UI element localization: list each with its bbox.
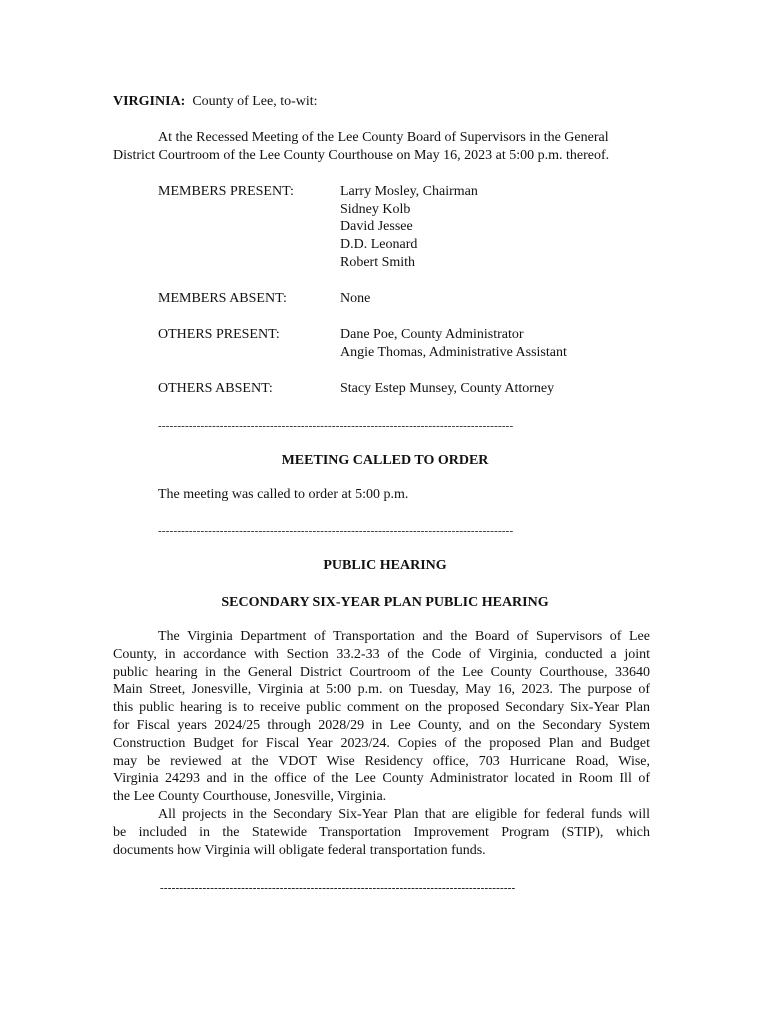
paragraph-line: Virginia 24293 and in the office of the Lee County Administrator located in Room Ill of — [113, 771, 650, 787]
member-present-name: D.D. Leonard — [340, 237, 418, 252]
paragraph-line: The Virginia Department of Transportation and the Board of Supervisors of Lee — [158, 629, 650, 644]
paragraph-line: documents how Virginia will obligate federal transportation funds. — [113, 842, 486, 858]
member-present-name: David Jessee — [340, 219, 413, 234]
bold-section-divider: -------------------------------------------------------------------------------------------- — [160, 882, 516, 894]
paragraph-line: the Lee County Courthouse, Jonesville, Virginia. — [113, 789, 387, 805]
member-present-name: Sidney Kolb — [340, 202, 411, 217]
other-present-name: Angie Thomas, Administrative Assistant — [340, 345, 567, 360]
intro-line-2: District Courtroom of the Lee County Courthouse on May 16, 2023 at 5:00 p.m. thereof. — [113, 148, 610, 163]
others-absent-value: Stacy Estep Munsey, County Attorney — [340, 381, 555, 396]
others-absent-label: OTHERS ABSENT: — [158, 381, 273, 396]
members-absent-label: MEMBERS ABSENT: — [158, 291, 287, 306]
paragraph-line: for Fiscal years 2024/25 through 2028/29 in Lee County, and on the Secondary System — [113, 717, 650, 733]
members-present-label: MEMBERS PRESENT: — [158, 184, 294, 199]
paragraph-line: may be reviewed at the VDOT Wise Residency office, 703 Hurricane Road, Wise, — [113, 753, 650, 769]
member-present-name: Robert Smith — [340, 255, 416, 270]
public-hearing-heading: PUBLIC HEARING — [323, 558, 447, 573]
county-text: County of Lee, to-wit: — [192, 94, 318, 109]
intro-line-1: At the Recessed Meeting of the Lee County Board of Supervisors in the General — [158, 130, 609, 145]
state-label: VIRGINIA: — [113, 94, 186, 109]
paragraph-line: Construction Budget for Fiscal Year 2023/24. Copies of the proposed Plan and Budget — [113, 735, 650, 751]
hearing-paragraph — [113, 628, 650, 859]
paragraph-line: be included in the Statewide Transportation Improvement Program (STIP), which — [113, 824, 650, 840]
others-present-label: OTHERS PRESENT: — [158, 327, 280, 342]
paragraph-line: County, in accordance with Section 33.2-33 of the Code of Virginia, conducted a joint — [113, 646, 650, 662]
paragraph-line: Main Street, Jonesville, Virginia at 5:00 p.m. on Tuesday, May 16, 2023. The purpose of — [113, 682, 650, 698]
section-divider: -------------------------------------------------------------------------------------------- — [158, 525, 514, 537]
paragraph-line: public hearing in the General District Courtroom of the Lee County Courthouse, 33640 — [113, 664, 650, 680]
member-present-name: Larry Mosley, Chairman — [340, 184, 478, 199]
paragraph-line: this public hearing is to receive public comment on the proposed Secondary Six-Year Plan — [113, 700, 650, 716]
other-present-name: Dane Poe, County Administrator — [340, 327, 524, 342]
six-year-plan-heading: SECONDARY SIX-YEAR PLAN PUBLIC HEARING — [221, 595, 549, 610]
members-absent-value: None — [340, 291, 371, 306]
meeting-heading: MEETING CALLED TO ORDER — [281, 453, 489, 468]
meeting-text: The meeting was called to order at 5:00 p.m. — [158, 487, 409, 502]
section-divider: -------------------------------------------------------------------------------------------- — [158, 420, 514, 432]
header-line — [113, 93, 318, 111]
paragraph-line: All projects in the Secondary Six-Year Plan that are eligible for federal funds will — [158, 806, 650, 822]
